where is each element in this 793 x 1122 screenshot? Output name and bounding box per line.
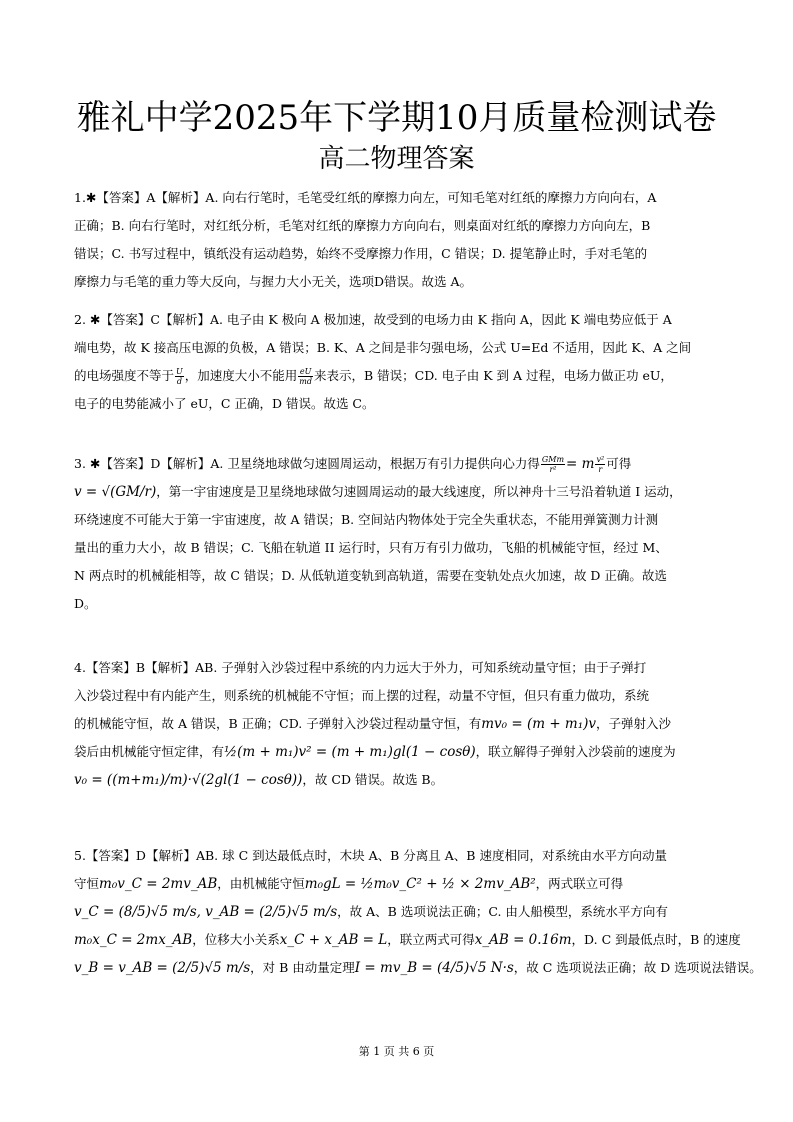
formula-energy: ½(m + m₁)v² = (m + m₁)gl(1 − cosθ) — [224, 744, 476, 760]
formula-velocities: v_C = (8/5)√5 m/s, v_AB = (2/5)√5 m/s — [74, 904, 338, 920]
answer-3-line: D。 — [74, 596, 97, 611]
answer-3-line: N 两点时的机械能相等，故 C 错误；D. 从低轨道变轨到高轨道，需要在变轨处点火加速，故 D 正确。故选 — [74, 568, 667, 583]
answer-2-line: 2. ✱【答案】C【解析】A. 电子由 K 极向 A 极加速，故受到的电场力由 K 指向 A，因此 K 端电势应低于 A — [74, 312, 672, 327]
answer-3-line: v = √(GM/r)，第一宇宙速度是卫星绕地球做匀速圆周运动的最大线速度，所以神舟十三号沿着轨道 I 运动， — [74, 484, 682, 500]
answer-5-line: 5.【答案】D【解析】AB. 球 C 到达最低点时，木块 A、B 分离且 A、B 速度相同，对系统由水平方向动量 — [74, 848, 667, 863]
answer-3-line: 量出的重力大小，故 B 错误；C. 飞船在轨道 II 运行时，只有万有引力做功，飞船的机械能守恒，经过 M、 — [74, 540, 668, 555]
answer-4 — [74, 654, 726, 794]
formula-orbital-speed: v = √(GM/r) — [74, 484, 157, 500]
answer-4-line: v₀ = ((m+m₁)/m)·√(2gl(1 − cosθ))，故 CD 错误。故选 B。 — [74, 772, 444, 788]
answer-2-line: 的电场强度不等于 $\frac{U}{d}$ ，加速度大小不能用 $\frac{eU}{md}$ 来表示，B 错误；CD. 电子由 K 到 A 过程，电场力做正功 eU， — [74, 367, 673, 386]
page-number: 第 1 页 共 6 页 — [358, 1045, 435, 1058]
answer-5-line: v_C = (8/5)√5 m/s, v_AB = (2/5)√5 m/s，故 A、B 选项说法正确；C. 由人船模型，系统水平方向有 — [74, 904, 668, 920]
fraction-eu-over-md: $\frac{eU}{md}$ — [299, 367, 312, 386]
fraction-v2-over-r: $\frac{\text{v²}}{r}$ — [596, 455, 605, 474]
page-title: 雅礼中学2025年下学期10月质量检测试卷 — [76, 98, 717, 138]
answer-5-line: v_B = v_AB = (2/5)√5 m/s，对 B 由动量定理I = mv_B = (4/5)√5 N·s，故 C 选项说法正确；故 D 选项说法错误。 — [74, 960, 762, 976]
formula-impulse: I = mv_B = (4/5)√5 N·s — [354, 960, 514, 976]
answer-3-line: 3. ✱【答案】D【解析】A. 卫星绕地球做匀速圆周运动，根据万有引力提供向心力得 $\frac{\text{GMm}}{\text{r²}}$ = m $\frac{\text{v²}}{r}$ 可得 — [74, 455, 632, 474]
formula-energy-conservation: m₀gL = ½m₀v_C² + ½ × 2mv_AB² — [304, 876, 536, 892]
formula-bullet-speed: v₀ = ((m+m₁)/m)·√(2gl(1 − cosθ)) — [74, 772, 303, 788]
answer-2-line: 端电势，故 K 接高压电源的负极，A 错误；B. K、A 之间是非匀强电场，公式 U=Ed 不适用，因此 K、A 之间 — [74, 340, 692, 355]
fraction-u-over-d: $\frac{U}{d}$ — [176, 367, 183, 386]
answer-5 — [74, 842, 762, 982]
page-subtitle: 高二物理答案 — [318, 144, 475, 174]
fraction-gmm-over-r2: $\frac{\text{GMm}}{\text{r²}}$ — [541, 455, 565, 474]
answer-5-line: 守恒m₀v_C = 2mv_AB，由机械能守恒m₀gL = ½m₀v_C² + ½ × 2mv_AB²，两式联立可得 — [74, 876, 624, 892]
answer-1 — [74, 184, 726, 296]
answer-4-line: 4.【答案】B【解析】AB. 子弹射入沙袋过程中系统的内力远大于外力，可知系统动量守恒；由于子弹打 — [74, 660, 647, 675]
answer-1-line: 摩擦力与毛笔的重力等大反向，与握力大小无关，选项D错误。故选 A。 — [74, 274, 473, 289]
formula-b-velocity: v_B = v_AB = (2/5)√5 m/s — [74, 960, 251, 976]
answer-2-line: 电子的电势能减小了 eU，C 正确，D 错误。故选 C。 — [74, 396, 375, 411]
formula-momentum-conservation: m₀v_C = 2mv_AB — [99, 876, 218, 892]
formula-displacement: m₀x_C = 2mx_AB — [74, 932, 193, 948]
answer-4-line: 的机械能守恒，故 A 错误，B 正确；CD. 子弹射入沙袋过程动量守恒，有mv₀ = (m + m₁)v，子弹射入沙 — [74, 716, 672, 732]
formula-momentum: mv₀ = (m + m₁)v — [481, 716, 597, 732]
answer-2 — [74, 306, 726, 418]
answer-1-line: 正确；B. 向右行笔时，对红纸分析，毛笔对红纸的摩擦力方向向右，则桌面对红纸的摩擦力方向向左，B — [74, 218, 651, 233]
answer-1-line: 错误；C. 书写过程中，镇纸没有运动趋势，始终不受摩擦力作用，C 错误；D. 提笔静止时，手对毛笔的 — [74, 246, 648, 261]
answer-4-line: 袋后由机械能守恒定律，有½(m + m₁)v² = (m + m₁)gl(1 − cosθ)，联立解得子弹射入沙袋前的速度为 — [74, 744, 676, 760]
answer-3-line: 环绕速度不可能大于第一宇宙速度，故 A 错误；B. 空间站内物体处于完全失重状态，不能用弹簧测力计测 — [74, 512, 659, 527]
answer-1-line: 1.✱【答案】A【解析】A. 向右行笔时，毛笔受红纸的摩擦力向左，可知毛笔对红纸的摩擦力方向向右，A — [74, 190, 657, 205]
answer-5-line: m₀x_C = 2mx_AB，位移大小关系x_C + x_AB = L，联立两式可得x_AB = 0.16m，D. C 到最低点时，B 的速度 — [74, 932, 741, 948]
answer-3 — [74, 450, 726, 618]
answer-4-line: 入沙袋过程中有内能产生，则系统的机械能不守恒；而上摆的过程，动量不守恒，但只有重力做功，系统 — [74, 688, 650, 703]
